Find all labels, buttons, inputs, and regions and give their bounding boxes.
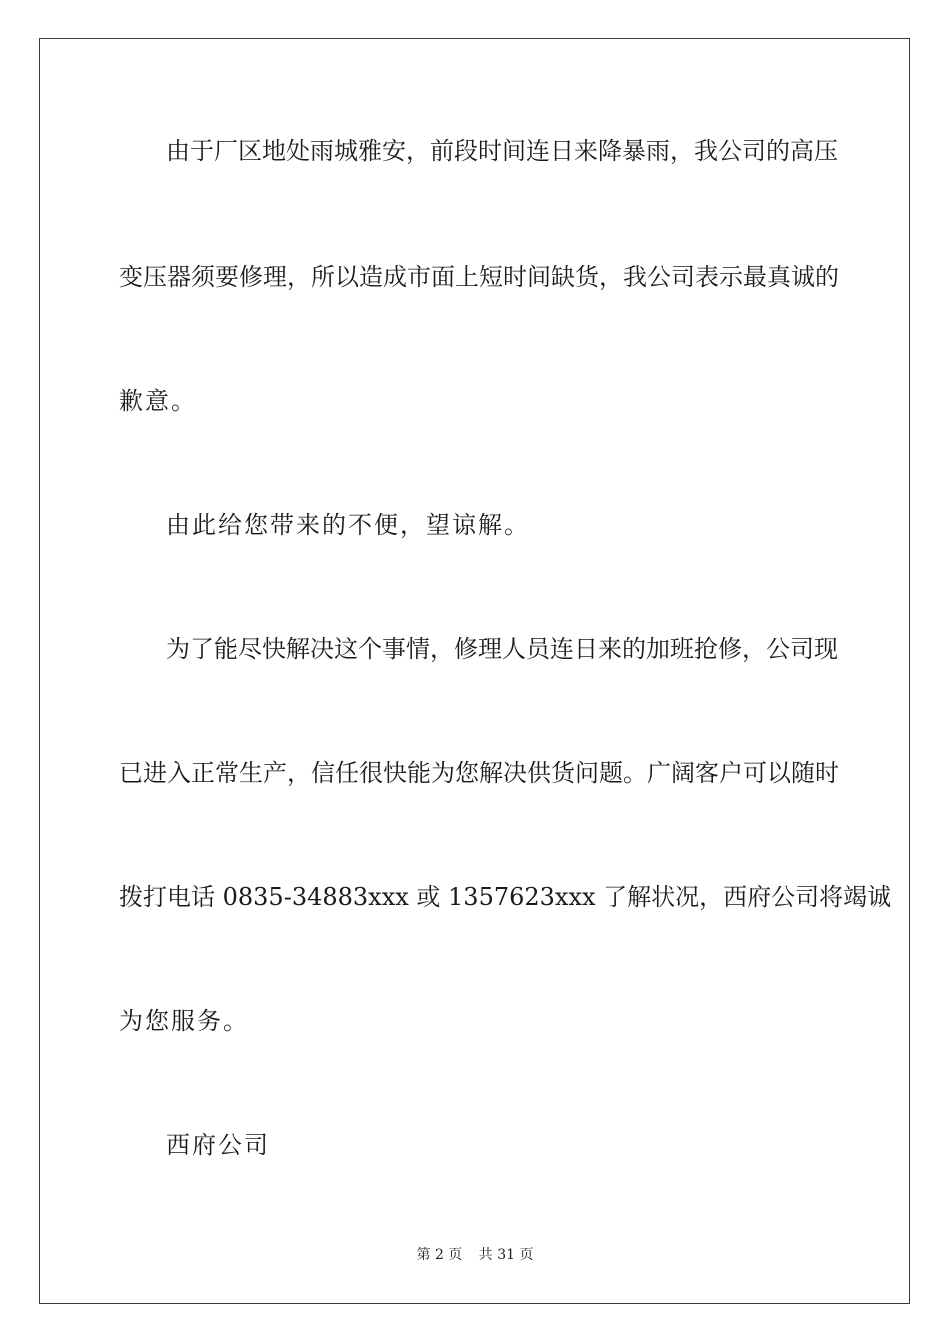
- paragraph-3-line-3: 拨打电话 0835-34883xxx 或 1357623xxx 了解状况，西府公司将竭诚: [119, 883, 892, 911]
- paragraph-3-line-4: 为您服务。: [119, 1007, 249, 1035]
- paragraph-1-line-1: 由于厂区地处雨城雅安，前段时间连日来降暴雨，我公司的高压: [166, 137, 838, 165]
- current-page-number: 第 2 页: [416, 1247, 463, 1263]
- paragraph-1-line-3: 歉意。: [119, 387, 197, 415]
- total-pages: 共 31 页: [478, 1247, 534, 1263]
- paragraph-3-line-1: 为了能尽快解决这个事情，修理人员连日来的加班抢修，公司现: [166, 635, 838, 663]
- paragraph-2-line-1: 由此给您带来的不便，望谅解。: [166, 511, 530, 539]
- page-border: [39, 38, 910, 1304]
- paragraph-1-line-2: 变压器须要修理，所以造成市面上短时间缺货，我公司表示最真诚的: [119, 263, 839, 291]
- signature-company: 西府公司: [166, 1131, 270, 1159]
- page-footer: [0, 1246, 950, 1264]
- paragraph-3-line-2: 已进入正常生产，信任很快能为您解决供货问题。广阔客户可以随时: [119, 759, 839, 787]
